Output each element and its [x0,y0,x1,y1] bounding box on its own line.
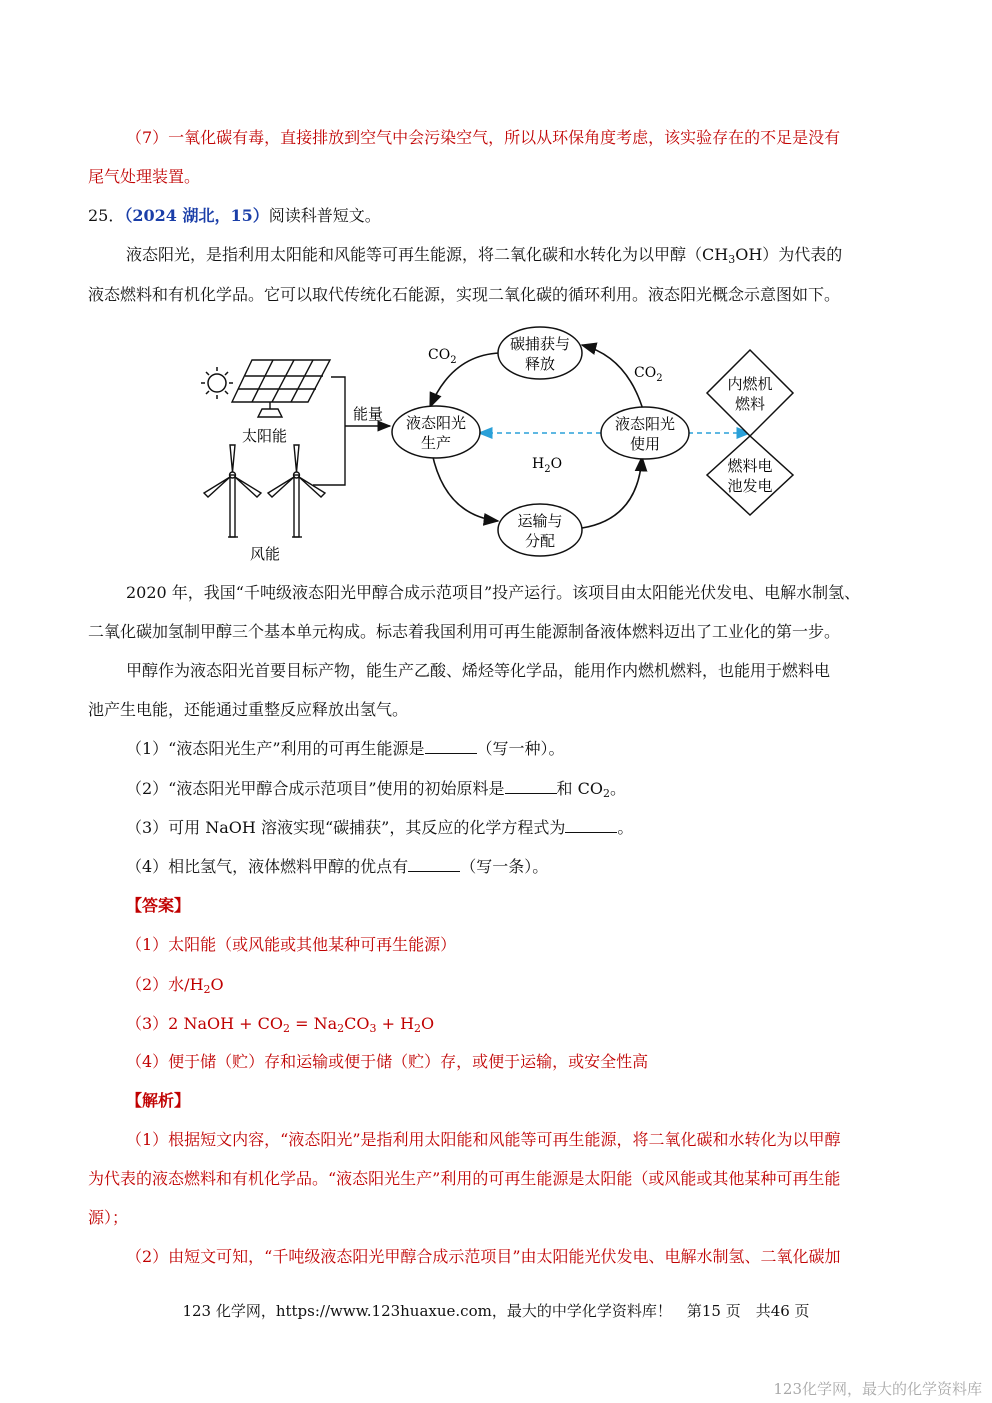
intro-sub: 3 [728,253,736,266]
engine-fuel-node [707,350,793,436]
solar-panel-icon [232,360,330,417]
fuelcell-line1: 燃料电 [727,457,773,475]
intro-line1 [88,244,946,271]
q4-blank [408,857,460,872]
question-instruction: 阅读科普短文。 [268,206,381,225]
usage-line1: 液态阳光 [614,415,676,433]
solar-label: 太阳能 [242,427,288,445]
transport-node [498,504,582,556]
para7-line1: （7）一氧化碳有毒，直接排放到空气中会污染空气，所以从环保角度考虑，该实验存在的不足是没有 [126,128,841,147]
question-source: （2024 湖北，15） [124,206,269,225]
question-header [88,205,908,227]
co2-left-label: $CO_2$ [428,347,457,366]
co2-right-label: $CO_2$ [634,365,663,384]
fuel-cell-node [707,436,793,515]
a3-s1: 2 [283,1022,290,1035]
energy-bracket [313,377,390,485]
methanol-line1: 甲醇作为液态阳光首要目标产物，能生产乙酸、烯烃等化学品，能用作内燃机燃料，也能用于燃料电 [126,661,831,680]
engine-line2: 燃料 [734,395,766,413]
q4-text: （4）相比氢气，液体燃料甲醇的优点有 [126,857,409,876]
q2-text: （2）“液态阳光甲醇合成示范项目”使用的初始原料是 [126,779,505,798]
production-line2: 生产 [420,434,452,452]
engine-line1: 内燃机 [727,375,773,393]
intro-line2: 液态燃料和有机化学品。它可以取代传统化石能源，实现二氧化碳的循环利用。液态阳光概念示意图如下。 [88,285,841,304]
energy-label: 能量 [353,405,384,423]
sun-icon [201,367,233,399]
a3-s2: 2 [337,1022,345,1035]
answer-1: （1）太阳能（或风能或其他某种可再生能源） [126,935,457,954]
q3-blank [565,818,617,833]
production-line1: 液态阳光 [405,414,467,432]
answer-3 [88,1013,946,1040]
liquid-sunshine-diagram [190,325,810,575]
a2-text: （2）水/H [126,975,204,994]
capture-line1: 碳捕获与 [509,335,571,353]
q1-blank [425,739,477,754]
answer-heading: 【答案】 [126,896,191,915]
a3-s3: 3 [369,1022,377,1035]
q2-sub: 2 [603,787,610,800]
a3-d: + H [376,1014,415,1033]
question-1 [88,738,946,760]
production-node [392,406,480,458]
q2-co2: 和 CO [556,779,603,798]
question-2 [88,778,946,805]
answer-4: （4）便于储（贮）存和运输或便于储（贮）存，或便于运输，或安全性高 [126,1052,649,1071]
q3-text: （3）可用 NaOH 溶液实现“碳捕获”，其反应的化学方程式为 [126,818,566,837]
a3-a: （3）2 NaOH + CO [126,1014,283,1033]
fuelcell-line2: 池发电 [727,477,773,495]
q4-suffix: （写一条）。 [460,857,549,876]
para2020-line1: 2020 年，我国“千吨级液态阳光甲醇合成示范项目”投产运行。该项目由太阳能光伏发电、电解水制氢、 [126,583,861,602]
question-4 [88,856,946,878]
a3-b: = Na [290,1014,338,1033]
q1-suffix: （写一种）。 [476,739,565,758]
wind-turbine-icon [268,445,325,537]
capture-node [498,327,582,379]
a3-c: CO [344,1014,370,1033]
question-number: 25． [88,206,125,225]
page-footer: 123 化学网，https://www.123huaxue.com，最大的中学化学资料库！ 第15 页 共46 页 [182,1302,810,1320]
transport-line2: 分配 [524,532,556,550]
q2-suffix: 。 [610,779,627,798]
capture-line2: 释放 [524,355,556,373]
intro-text-b: OH）为代表的 [735,245,843,264]
analysis-1-line2: 为代表的液态燃料和有机化学品。“液态阳光生产”利用的可再生能源是太阳能（或风能或其他某种可再生能 [88,1169,841,1188]
methanol-line2: 池产生电能，还能通过重整反应释放出氢气。 [88,700,409,719]
watermark: 123化学网，最大的化学资料库 [773,1380,982,1398]
a3-e: O [421,1014,435,1033]
usage-node [601,407,689,459]
wind-label: 风能 [250,545,281,563]
q2-blank [505,779,557,794]
para7-line2: 尾气处理装置。 [88,167,201,186]
analysis-2-line1: （2）由短文可知，“千吨级液态阳光甲醇合成示范项目”由太阳能光伏发电、电解水制氢、二氧化碳加 [126,1247,841,1266]
wind-turbine-icon [204,445,261,537]
intro-text-a: 液态阳光，是指利用太阳能和风能等可再生能源，将二氧化碳和水转化为以甲醇（CH [126,245,729,264]
analysis-1-line1: （1）根据短文内容，“液态阳光”是指利用太阳能和风能等可再生能源，将二氧化碳和水转化为以甲醇 [126,1130,841,1149]
para2020-line2: 二氧化碳加氢制甲醇三个基本单元构成。标志着我国利用可再生能源制备液体燃料迈出了工业化的第一步。 [88,622,841,641]
analysis-1-line3: 源）； [88,1208,129,1227]
a3-s4: 2 [414,1022,422,1035]
a2-o: O [210,975,224,994]
h2o-label: $H_2O$ [532,456,563,475]
analysis-heading: 【解析】 [126,1091,191,1110]
q3-suffix: 。 [617,818,634,837]
a2-sub: 2 [203,983,211,996]
answer-2 [88,974,946,1001]
q1-text: （1）“液态阳光生产”利用的可再生能源是 [126,739,425,758]
transport-line1: 运输与 [517,512,563,530]
question-3 [88,817,946,839]
usage-line2: 使用 [629,435,661,453]
